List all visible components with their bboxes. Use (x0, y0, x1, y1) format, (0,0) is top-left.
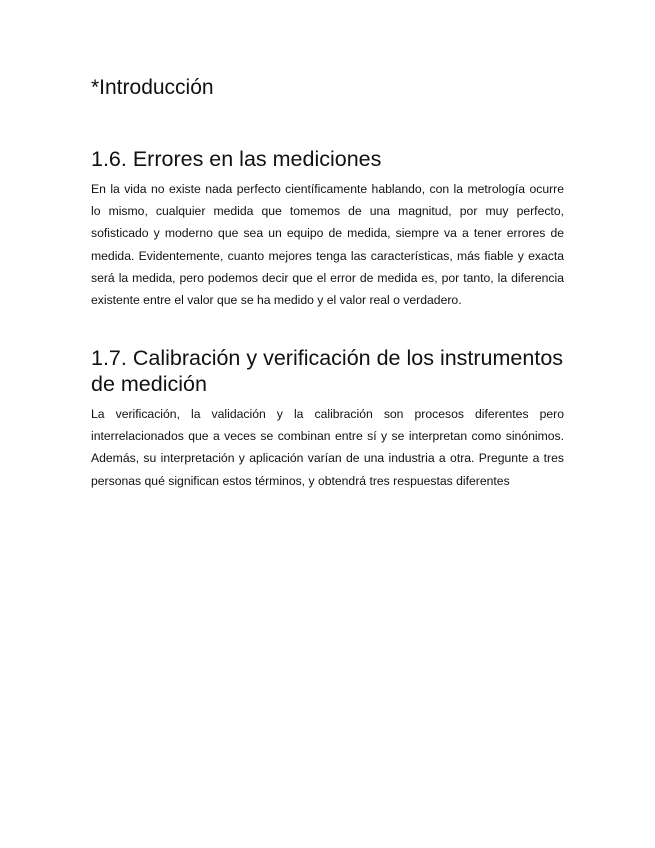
section-errores-mediciones (91, 146, 564, 311)
section-paragraph: En la vida no existe nada perfecto científicamente hablando, con la metrología ocurre lo mismo, cualquier medida que tomemos de una magnitud, por muy perfecto, sofisticado y moderno que sea un equipo de medida, siempre va a tener errores de medida. Evidentemente, cuanto mejores tenga las características, más fiable y exacta será la medida, pero podemos decir que el error de medida es, por tanto, la diferencia existente entre el valor que se ha medido y el valor real o verdadero. (91, 182, 564, 308)
section-heading: 1.6. Errores en las mediciones (91, 147, 382, 171)
section-calibracion-verificacion (91, 345, 564, 492)
section-paragraph: La verificación, la validación y la calibración son procesos diferentes pero interrelacionados que a veces se combinan entre sí y se interpretan como sinónimos. Además, su interpretación y aplicación varían de una industria a otra. Pregunte a tres personas qué significan estos términos, y obtendrá tres respuestas diferentes (91, 407, 564, 488)
intro-heading: *Introducción (91, 76, 214, 99)
section-heading: 1.7. Calibración y verificación de los instrumentos de medición (91, 346, 564, 396)
